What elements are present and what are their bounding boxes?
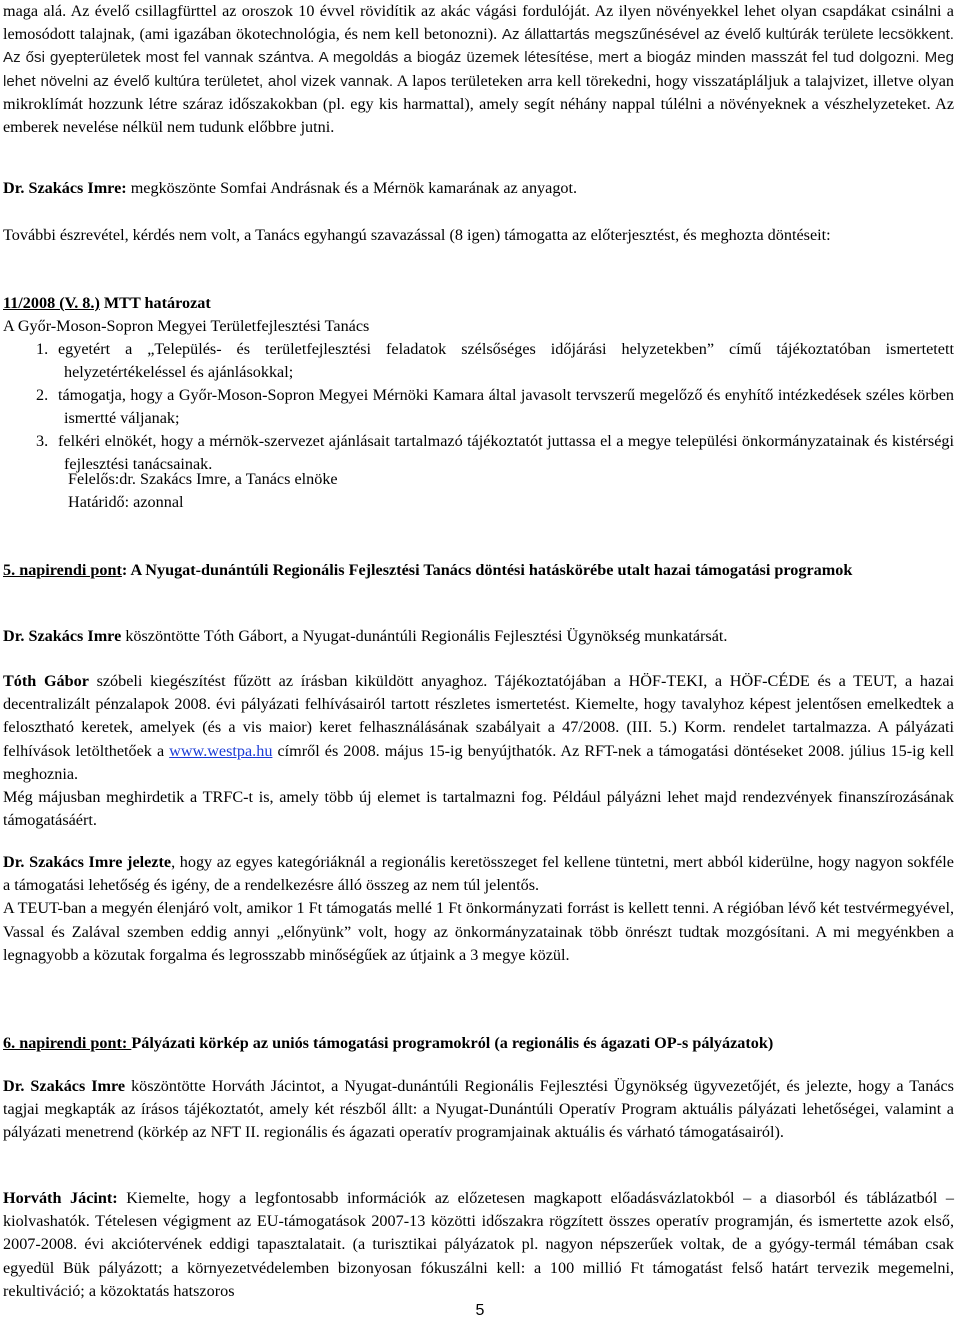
horvath-text: Kiemelte, hogy a legfontosabb információk az előzetesen magkapott előadásvázlatokból – a diasorból és táblázatból – kiolvashatók. Tételesen végigment az EU-támogatások 2007-13 közötti időszakra rögzített összes operatív programján, és ismertette azok első, 2007-2008. évi akciótervének eddigi tapasztalatait. (a turisztikai pályázatok pl. nagyon népszerűek voltak, de a gyógy-termál témában csak egyedül Bük pályázott; a környezetvédelemben bizonyosan fókuszálni kell: a 100 millió Ft támogatást felső határt tervezik megemelni, rekultiváció; a közoktatás hatszoros [3, 1189, 954, 1300]
toth-text-b: címről és 2008. május 15-ig benyújthatók. Az RFT-nek a támogatási döntéseket 2008. július 15-ig kell meghoznia. [3, 741, 954, 783]
toth-text-c: Még májusban meghirdetik a TRFC-t is, amely több új elemet is tartalmazni fog. Például pályázni lehet majd rendezvények finanszírozásának támogatásáért. [3, 788, 954, 830]
resolution-item-text-span: felkéri elnökét, hogy a mérnök-szervezet ajánlásait tartalmazó tájékoztatót juttassa el a megye települési önkormányzatainak és kistérségi fejlesztési tanácsainak. [58, 432, 954, 474]
agenda-5-title: : A Nyugat-dunántúli Regionális Fejlesztési Tanács döntési hatáskörébe utalt hazai támogatási programok [121, 561, 853, 579]
resolution-title [3, 292, 954, 315]
agenda-6-heading [3, 1032, 954, 1055]
intro-text-tail: A lapos területeken arra kell törekedni, hogy visszatápláljuk a talajvizet, illetve olyan mikroklímát hozzunk létre száraz időszakokban (pl. egy kis harmattal), amely segít néhány nappal túlélni a növényeknek a vészhelyzeteket. Az emberek nevelése nélkül nem tudunk előbbre jutni. [3, 71, 954, 137]
resolution-title-rest: MTT határozat [99, 294, 211, 312]
resolution-item-text [58, 384, 954, 430]
agenda-5-remark-paragraph [3, 851, 954, 967]
toth-text-a: szóbeli kiegészítést fűzött az írásban kiküldött anyaghoz. Tájékoztatójában a HÖF-TEKI, a HÖF-CÉDE és a TEUT, a hazai decentralizált pénzalapok 2008. évi pályázati felhívásairól tartott részletes ismertetést. Kiemelte, hogy tavalyhoz képest jelentősen emelkedtek a felosztható keretek, amelyek (és a vis maior) keret felhasználásának szabályait a 47/2008. (III. 5.) Korm. rendelet tartalmazza. A pályázati felhívások letölthetőek a [3, 672, 954, 760]
agenda-5-heading [3, 559, 954, 582]
agenda-5-greeting [3, 625, 954, 648]
speaker-name: Dr. Szakács Imre [3, 627, 122, 645]
speaker-name: Dr. Szakács Imre: [3, 179, 127, 197]
resolution-item [3, 384, 954, 430]
intro-text-sans: Az állattartás megszűnésével az évelő kultúrák területe lecsökkent. Az ősi gyepterületek most fel vannak szántva. A megoldás a biogáz üzemek létesítése, mert a biogáz minden masszát fel tud dolgozni. Meg lehet növelni az évelő kultúra területet, ahol vizek vannak. [3, 26, 954, 90]
agenda-6-horvath-paragraph [3, 1187, 954, 1303]
agenda-6-greeting [3, 1075, 954, 1145]
decision-intro: További észrevétel, kérdés nem volt, a Tanács egyhangú szavazással (8 igen) támogatta az előterjesztést, és meghozta döntéseit: [3, 226, 831, 244]
toth-text [3, 670, 954, 786]
agenda-5-toth-paragraph [3, 670, 954, 832]
resolution-item-number: 3. [36, 432, 49, 450]
resolution-number: 11/2008 (V. 8.) [3, 294, 100, 312]
remark-text-span: , hogy az egyes kategóriáknál a regionális keretösszeget fel kellene tüntetni, mert abból kiderülne, hogy nagyon sokféle a támogatási lehetőség és igény, de a rendelkezésre álló összeg az nem túl jelentős. [3, 853, 954, 895]
responsible-person: Felelős:dr. Szakács Imre, a Tanács elnöke [68, 470, 338, 488]
thanks-paragraph [3, 177, 954, 200]
page-number: 5 [475, 1302, 485, 1319]
deadline: Határidő: azonnal [68, 493, 184, 511]
westpa-link[interactable]: www.westpa.hu [169, 741, 273, 760]
remark-text [3, 851, 954, 897]
resolution-item-text [58, 338, 954, 384]
resolution-item-number: 2. [36, 386, 49, 404]
speaker-name: Dr. Szakács Imre [3, 1077, 126, 1095]
agenda-5-label: 5. napirendi pont [3, 561, 122, 579]
intro-text-1: maga alá. Az évelő csillagfürttel az oroszok 10 évvel rövidítik az akác vágási fordulóját. Az ilyen növényekkel lehet olyan csapdákat csinálni a lemosódott talajnak, (ami igazában ökotechnológia, és nem kell betonozni). [3, 2, 954, 44]
agenda-6-title: Pályázati körkép az uniós támogatási programokról (a regionális és ágazati OP-s pályázatok) [131, 1034, 774, 1052]
speaker-name: Horváth Jácint: [3, 1189, 118, 1207]
greeting-text: köszöntötte Horváth Jácintot, a Nyugat-dunántúli Regionális Fejlesztési Ügynökség ügyvezetőjét, és jelezte, hogy a Tanács tagjai megkapták az írásos tájékoztatót, amely két részből állt: a Nyugat-Dunántúli Operatív Program aktuális pályázati lehetőségei, valamint a pályázati menetrend (körkép az NFT II. regionális és ágazati operatív programjainak aktuális és várható támogatásairól). [3, 1077, 954, 1142]
resolution-item-text-span: támogatja, hogy a Győr-Moson-Sopron Megyei Mérnöki Kamara által javasolt tervszerű megelőző és enyhítő intézkedések széles körben ismertté váljanak; [58, 386, 954, 428]
intro-paragraph [3, 0, 954, 139]
greeting-text: köszöntötte Tóth Gábort, a Nyugat-dunántúli Regionális Fejlesztési Ügynökség munkatársát. [121, 627, 728, 645]
resolution-item-number: 1. [36, 340, 49, 358]
resolution-item [3, 338, 954, 384]
speaker-name: Tóth Gábor [3, 672, 89, 690]
thanks-text: megköszönte Somfai Andrásnak és a Mérnök kamarának az anyagot. [126, 179, 578, 197]
resolution-body: A Győr-Moson-Sopron Megyei Területfejlesztési Tanács [3, 317, 370, 335]
speaker-name: Dr. Szakács Imre jelezte [3, 853, 172, 871]
agenda-6-label: 6. napirendi pont: [3, 1034, 132, 1052]
resolution-item-text-span: egyetért a „Település- és területfejlesztési feladatok szélsőséges időjárási helyzetekben” című tájékoztatóban ismertetett helyzetértékeléssel és ajánlásokkal; [58, 340, 954, 382]
teut-text: A TEUT-ban a megyén élenjáró volt, amikor 1 Ft támogatás mellé 1 Ft önkormányzati forrást is kellett tenni. A régióban lévő két testvérmegyével, Vassal és Zalával szemben eddig annyi „előnyünk” volt, hogy az önkormányzatainak több önrészt tudtak mozgósítani. A mi megyénkben a legnagyobb a közutak forgalma és legrosszabb minőségűek az útjaink a 3 megye közül. [3, 899, 954, 964]
